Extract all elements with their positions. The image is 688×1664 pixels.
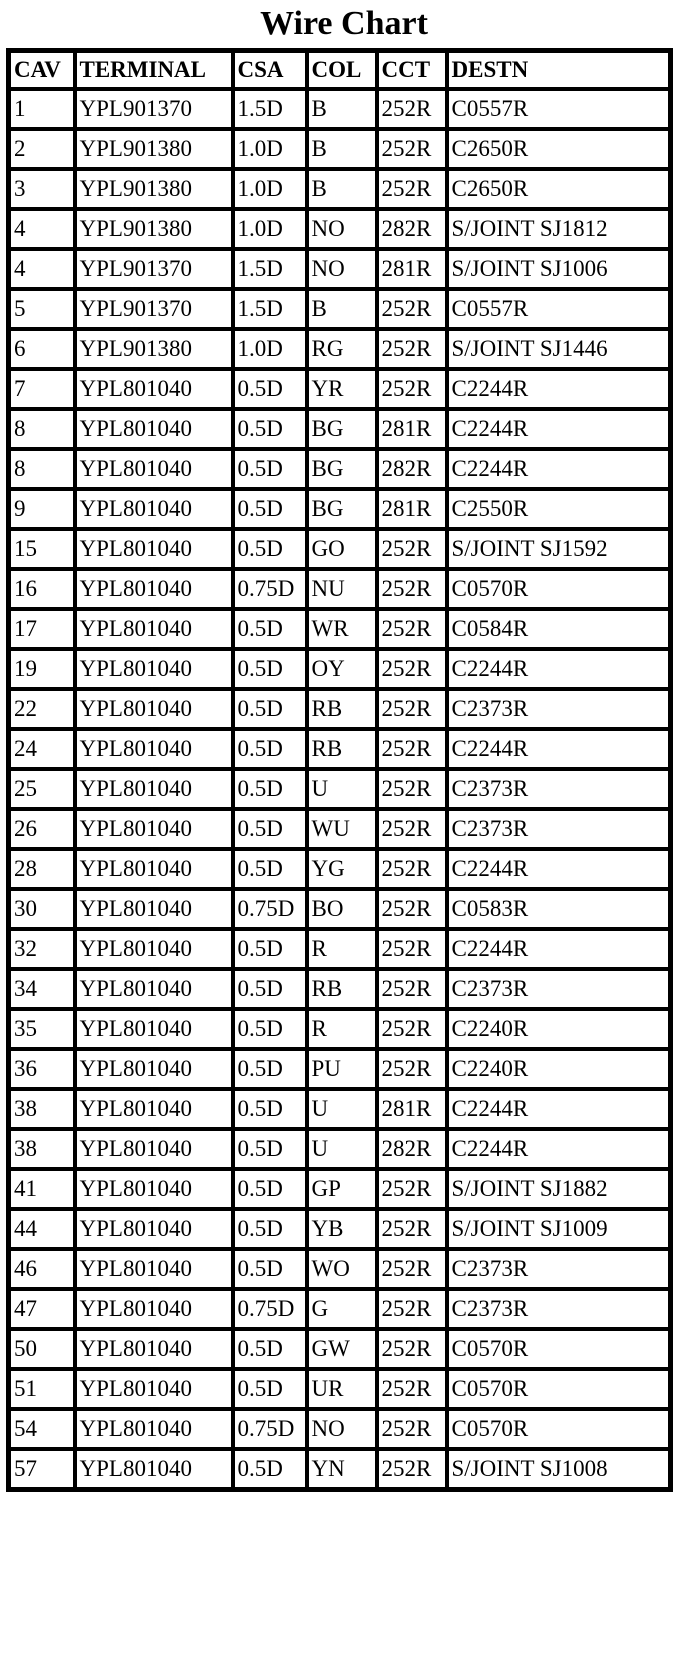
cell-csa: 0.5D: [233, 489, 307, 529]
table-row: [9, 769, 671, 809]
cell-terminal: YPL801040: [75, 849, 233, 889]
table-row: [9, 1169, 671, 1209]
cell-cct: 281R: [377, 249, 447, 289]
cell-destn: C2244R: [447, 1089, 671, 1129]
table-row: [9, 529, 671, 569]
cell-destn: S/JOINT SJ1006: [447, 249, 671, 289]
table-row: [9, 489, 671, 529]
cell-col: GW: [307, 1329, 377, 1369]
cell-cct: 281R: [377, 1089, 447, 1129]
cell-cct: 252R: [377, 1289, 447, 1329]
cell-destn: S/JOINT SJ1592: [447, 529, 671, 569]
cell-cav: 36: [9, 1049, 75, 1089]
cell-terminal: YPL801040: [75, 1169, 233, 1209]
cell-csa: 0.5D: [233, 929, 307, 969]
cell-col: RB: [307, 729, 377, 769]
cell-cav: 54: [9, 1409, 75, 1449]
table-row: [9, 809, 671, 849]
cell-csa: 0.5D: [233, 1209, 307, 1249]
cell-col: R: [307, 1009, 377, 1049]
cell-csa: 1.5D: [233, 289, 307, 329]
cell-col: RB: [307, 969, 377, 1009]
cell-cav: 1: [9, 89, 75, 129]
cell-csa: 0.5D: [233, 609, 307, 649]
cell-destn: C2650R: [447, 169, 671, 209]
cell-cav: 7: [9, 369, 75, 409]
table-row: [9, 369, 671, 409]
cell-terminal: YPL801040: [75, 649, 233, 689]
cell-terminal: YPL801040: [75, 929, 233, 969]
cell-cav: 8: [9, 409, 75, 449]
cell-terminal: YPL801040: [75, 1049, 233, 1089]
table-row: [9, 1329, 671, 1369]
cell-terminal: YPL901370: [75, 89, 233, 129]
cell-terminal: YPL801040: [75, 489, 233, 529]
cell-csa: 0.5D: [233, 809, 307, 849]
cell-destn: C2244R: [447, 849, 671, 889]
table-row: [9, 729, 671, 769]
cell-terminal: YPL801040: [75, 1449, 233, 1490]
header-terminal: TERMINAL: [75, 51, 233, 90]
cell-destn: S/JOINT SJ1446: [447, 329, 671, 369]
cell-destn: C0570R: [447, 1329, 671, 1369]
cell-csa: 0.5D: [233, 369, 307, 409]
cell-destn: C2373R: [447, 1249, 671, 1289]
table-row: [9, 609, 671, 649]
cell-cct: 252R: [377, 689, 447, 729]
cell-destn: C0570R: [447, 1369, 671, 1409]
cell-cav: 47: [9, 1289, 75, 1329]
cell-csa: 1.5D: [233, 249, 307, 289]
cell-cct: 252R: [377, 569, 447, 609]
cell-csa: 1.0D: [233, 169, 307, 209]
cell-terminal: YPL801040: [75, 969, 233, 1009]
cell-col: PU: [307, 1049, 377, 1089]
table-body: [9, 89, 671, 1490]
cell-csa: 0.5D: [233, 1369, 307, 1409]
cell-destn: C0570R: [447, 1409, 671, 1449]
cell-cct: 252R: [377, 969, 447, 1009]
cell-cct: 252R: [377, 809, 447, 849]
cell-csa: 0.75D: [233, 569, 307, 609]
cell-csa: 0.75D: [233, 889, 307, 929]
cell-terminal: YPL901380: [75, 169, 233, 209]
cell-col: NO: [307, 1409, 377, 1449]
cell-terminal: YPL901370: [75, 289, 233, 329]
table-row: [9, 849, 671, 889]
cell-csa: 0.5D: [233, 689, 307, 729]
cell-cct: 252R: [377, 529, 447, 569]
cell-cct: 252R: [377, 1249, 447, 1289]
table-row: [9, 929, 671, 969]
cell-cav: 3: [9, 169, 75, 209]
table-row: [9, 649, 671, 689]
table-row: [9, 1289, 671, 1329]
cell-cct: 281R: [377, 409, 447, 449]
cell-col: GP: [307, 1169, 377, 1209]
cell-cav: 17: [9, 609, 75, 649]
cell-destn: C2373R: [447, 1289, 671, 1329]
cell-destn: C2373R: [447, 769, 671, 809]
cell-terminal: YPL801040: [75, 609, 233, 649]
cell-col: GO: [307, 529, 377, 569]
cell-terminal: YPL801040: [75, 729, 233, 769]
cell-cav: 4: [9, 249, 75, 289]
cell-terminal: YPL801040: [75, 1009, 233, 1049]
cell-col: WO: [307, 1249, 377, 1289]
cell-terminal: YPL801040: [75, 889, 233, 929]
cell-terminal: YPL801040: [75, 1369, 233, 1409]
table-row: [9, 1249, 671, 1289]
cell-terminal: YPL801040: [75, 809, 233, 849]
cell-cct: 252R: [377, 1369, 447, 1409]
cell-col: B: [307, 89, 377, 129]
cell-cav: 15: [9, 529, 75, 569]
cell-terminal: YPL801040: [75, 1289, 233, 1329]
table-header: [9, 51, 671, 90]
cell-destn: C2244R: [447, 449, 671, 489]
cell-csa: 1.0D: [233, 129, 307, 169]
cell-terminal: YPL801040: [75, 769, 233, 809]
cell-csa: 0.5D: [233, 1249, 307, 1289]
table-row: [9, 89, 671, 129]
cell-csa: 0.75D: [233, 1289, 307, 1329]
cell-csa: 0.75D: [233, 1409, 307, 1449]
cell-destn: C2240R: [447, 1009, 671, 1049]
cell-col: B: [307, 129, 377, 169]
cell-csa: 0.5D: [233, 1449, 307, 1490]
cell-cct: 252R: [377, 849, 447, 889]
cell-cav: 16: [9, 569, 75, 609]
cell-cav: 5: [9, 289, 75, 329]
table-row: [9, 449, 671, 489]
table-row: [9, 409, 671, 449]
cell-csa: 1.0D: [233, 209, 307, 249]
cell-col: RB: [307, 689, 377, 729]
page-title: Wire Chart: [260, 5, 428, 42]
table-row: [9, 329, 671, 369]
cell-cct: 252R: [377, 1409, 447, 1449]
cell-destn: S/JOINT SJ1882: [447, 1169, 671, 1209]
table-row: [9, 1409, 671, 1449]
cell-cav: 9: [9, 489, 75, 529]
cell-destn: S/JOINT SJ1812: [447, 209, 671, 249]
table-row: [9, 1369, 671, 1409]
cell-destn: C2240R: [447, 1049, 671, 1089]
cell-terminal: YPL801040: [75, 1249, 233, 1289]
cell-col: BG: [307, 449, 377, 489]
cell-terminal: YPL901380: [75, 329, 233, 369]
cell-cav: 34: [9, 969, 75, 1009]
cell-terminal: YPL801040: [75, 1129, 233, 1169]
cell-col: B: [307, 289, 377, 329]
cell-csa: 0.5D: [233, 729, 307, 769]
cell-cav: 4: [9, 209, 75, 249]
cell-col: U: [307, 1129, 377, 1169]
cell-csa: 0.5D: [233, 1129, 307, 1169]
table-row: [9, 209, 671, 249]
cell-cav: 32: [9, 929, 75, 969]
cell-cct: 252R: [377, 609, 447, 649]
cell-col: RG: [307, 329, 377, 369]
table-row: [9, 1089, 671, 1129]
table-row: [9, 569, 671, 609]
cell-terminal: YPL801040: [75, 529, 233, 569]
cell-cct: 281R: [377, 489, 447, 529]
cell-cav: 50: [9, 1329, 75, 1369]
cell-cct: 282R: [377, 209, 447, 249]
table-row: [9, 969, 671, 1009]
cell-csa: 0.5D: [233, 449, 307, 489]
cell-col: G: [307, 1289, 377, 1329]
cell-destn: C2373R: [447, 689, 671, 729]
cell-destn: C2244R: [447, 729, 671, 769]
cell-cav: 41: [9, 1169, 75, 1209]
cell-cav: 38: [9, 1089, 75, 1129]
cell-col: U: [307, 1089, 377, 1129]
cell-col: BG: [307, 489, 377, 529]
cell-col: WU: [307, 809, 377, 849]
table-row: [9, 169, 671, 209]
cell-cav: 24: [9, 729, 75, 769]
cell-col: YB: [307, 1209, 377, 1249]
cell-terminal: YPL801040: [75, 449, 233, 489]
cell-terminal: YPL901380: [75, 129, 233, 169]
cell-cct: 252R: [377, 169, 447, 209]
cell-terminal: YPL801040: [75, 689, 233, 729]
cell-cct: 252R: [377, 889, 447, 929]
header-cav: CAV: [9, 51, 75, 90]
cell-col: YG: [307, 849, 377, 889]
cell-destn: C2373R: [447, 969, 671, 1009]
cell-destn: C0584R: [447, 609, 671, 649]
cell-csa: 0.5D: [233, 1009, 307, 1049]
cell-col: YR: [307, 369, 377, 409]
cell-col: U: [307, 769, 377, 809]
cell-cav: 26: [9, 809, 75, 849]
cell-csa: 0.5D: [233, 1329, 307, 1369]
header-destn: DESTN: [447, 51, 671, 90]
cell-terminal: YPL801040: [75, 1409, 233, 1449]
cell-terminal: YPL801040: [75, 569, 233, 609]
cell-destn: S/JOINT SJ1009: [447, 1209, 671, 1249]
cell-cct: 252R: [377, 329, 447, 369]
cell-destn: C2650R: [447, 129, 671, 169]
table-row: [9, 249, 671, 289]
cell-csa: 0.5D: [233, 649, 307, 689]
cell-cav: 6: [9, 329, 75, 369]
header-col: COL: [307, 51, 377, 90]
cell-cct: 252R: [377, 649, 447, 689]
cell-csa: 0.5D: [233, 1049, 307, 1089]
cell-cav: 25: [9, 769, 75, 809]
cell-col: YN: [307, 1449, 377, 1490]
cell-csa: 0.5D: [233, 1169, 307, 1209]
cell-destn: C2244R: [447, 369, 671, 409]
table-row: [9, 1049, 671, 1089]
cell-cct: 282R: [377, 1129, 447, 1169]
cell-cct: 252R: [377, 1049, 447, 1089]
cell-destn: C2373R: [447, 809, 671, 849]
cell-destn: C0557R: [447, 89, 671, 129]
cell-cct: 252R: [377, 769, 447, 809]
table-row: [9, 889, 671, 929]
cell-col: B: [307, 169, 377, 209]
header-cct: CCT: [377, 51, 447, 90]
wire-chart-table: [6, 48, 673, 1492]
cell-csa: 0.5D: [233, 969, 307, 1009]
cell-cct: 252R: [377, 929, 447, 969]
cell-terminal: YPL801040: [75, 369, 233, 409]
cell-csa: 0.5D: [233, 529, 307, 569]
table-row: [9, 1009, 671, 1049]
cell-cav: 57: [9, 1449, 75, 1490]
cell-cct: 252R: [377, 89, 447, 129]
cell-cav: 28: [9, 849, 75, 889]
cell-col: UR: [307, 1369, 377, 1409]
cell-terminal: YPL801040: [75, 409, 233, 449]
cell-cav: 8: [9, 449, 75, 489]
cell-cav: 35: [9, 1009, 75, 1049]
cell-destn: C0583R: [447, 889, 671, 929]
cell-cav: 51: [9, 1369, 75, 1409]
table-row: [9, 1449, 671, 1490]
cell-cct: 252R: [377, 1209, 447, 1249]
table-row: [9, 689, 671, 729]
cell-cav: 22: [9, 689, 75, 729]
cell-destn: C2244R: [447, 649, 671, 689]
cell-cav: 2: [9, 129, 75, 169]
cell-destn: C0557R: [447, 289, 671, 329]
cell-cav: 44: [9, 1209, 75, 1249]
cell-col: R: [307, 929, 377, 969]
cell-cct: 252R: [377, 129, 447, 169]
cell-csa: 0.5D: [233, 769, 307, 809]
cell-cct: 252R: [377, 1449, 447, 1490]
cell-col: OY: [307, 649, 377, 689]
cell-terminal: YPL901370: [75, 249, 233, 289]
cell-cct: 252R: [377, 369, 447, 409]
cell-col: BO: [307, 889, 377, 929]
cell-cct: 252R: [377, 1009, 447, 1049]
header-csa: CSA: [233, 51, 307, 90]
cell-terminal: YPL801040: [75, 1209, 233, 1249]
cell-destn: C0570R: [447, 569, 671, 609]
cell-cct: 282R: [377, 449, 447, 489]
cell-csa: 1.0D: [233, 329, 307, 369]
cell-cav: 30: [9, 889, 75, 929]
cell-destn: S/JOINT SJ1008: [447, 1449, 671, 1490]
cell-csa: 1.5D: [233, 89, 307, 129]
cell-destn: C2244R: [447, 409, 671, 449]
cell-csa: 0.5D: [233, 409, 307, 449]
cell-destn: C2244R: [447, 929, 671, 969]
cell-cct: 252R: [377, 1329, 447, 1369]
cell-cav: 46: [9, 1249, 75, 1289]
cell-col: NU: [307, 569, 377, 609]
cell-destn: C2550R: [447, 489, 671, 529]
cell-cav: 19: [9, 649, 75, 689]
cell-csa: 0.5D: [233, 849, 307, 889]
cell-col: WR: [307, 609, 377, 649]
cell-terminal: YPL901380: [75, 209, 233, 249]
cell-col: NO: [307, 209, 377, 249]
cell-col: BG: [307, 409, 377, 449]
cell-terminal: YPL801040: [75, 1089, 233, 1129]
cell-cct: 252R: [377, 1169, 447, 1209]
table-row: [9, 1209, 671, 1249]
cell-cct: 252R: [377, 729, 447, 769]
cell-destn: C2244R: [447, 1129, 671, 1169]
table-row: [9, 289, 671, 329]
cell-cav: 38: [9, 1129, 75, 1169]
table-row: [9, 129, 671, 169]
cell-cct: 252R: [377, 289, 447, 329]
header-row: [9, 51, 671, 90]
cell-csa: 0.5D: [233, 1089, 307, 1129]
cell-col: NO: [307, 249, 377, 289]
cell-terminal: YPL801040: [75, 1329, 233, 1369]
table-row: [9, 1129, 671, 1169]
